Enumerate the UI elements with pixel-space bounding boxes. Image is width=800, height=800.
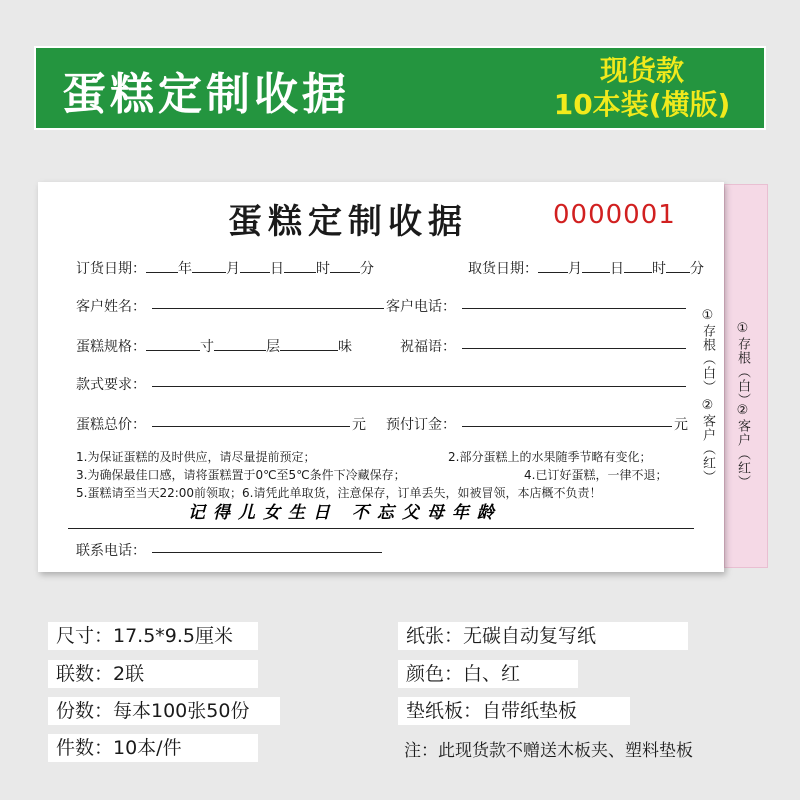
pickup-month-unit: 月 [568, 261, 582, 277]
month-unit: 月 [226, 261, 240, 277]
deposit-yuan: 元 [674, 417, 688, 433]
pickup-day-unit: 日 [610, 261, 624, 277]
flavor-unit: 味 [338, 339, 352, 355]
order-hour-blank[interactable] [284, 259, 316, 273]
contact-label: 联系电话： [76, 543, 146, 559]
spec-backing-board: 垫纸板：自带纸垫板 [398, 697, 630, 725]
pickup-hour-blank[interactable] [624, 259, 652, 273]
customer-phone-field[interactable] [462, 308, 686, 309]
total-label: 蛋糕总价： [76, 417, 146, 433]
note-1: 1.为保证蛋糕的及时供应，请尽量提前预定； [76, 450, 316, 464]
pickup-minute-blank[interactable] [666, 259, 690, 273]
pickup-date-row [468, 258, 704, 278]
banner-title: 蛋糕定制收据 [62, 69, 350, 120]
receipt-sheet [38, 182, 724, 572]
style-field[interactable] [152, 386, 686, 387]
note-2: 2.部分蛋糕上的水果随季节略有变化； [448, 450, 652, 464]
pickup-month-blank[interactable] [538, 259, 568, 273]
note-3: 3.为确保最佳口感，请将蛋糕置于0℃至5℃条件下冷藏保存； [76, 468, 406, 482]
spec-quantity: 件数：10本/件 [48, 734, 258, 762]
spec-paper: 纸张：无碳自动复写纸 [398, 622, 688, 650]
total-yuan: 元 [352, 417, 366, 433]
cake-spec-row [76, 336, 352, 356]
inch-unit: 寸 [200, 339, 214, 355]
copy2-label: ②客户（红） [700, 398, 715, 484]
pink-copy-sheet [724, 184, 768, 568]
pickup-hour-unit: 时 [652, 261, 666, 277]
customer-name-label: 客户姓名： [76, 299, 146, 315]
pickup-day-blank[interactable] [582, 259, 610, 273]
copy1-label: ①存根（白） [700, 308, 715, 394]
hour-unit: 时 [316, 261, 330, 277]
total-field[interactable] [152, 426, 350, 427]
note-4: 4.已订好蛋糕，一律不退； [524, 468, 668, 482]
customer-name-field[interactable] [152, 308, 384, 309]
order-date-label: 订货日期： [76, 261, 146, 277]
spec-colors: 颜色：白、红 [398, 660, 578, 688]
blessing-label: 祝福语： [400, 339, 456, 355]
slogan: 记得儿女生日 不忘父母年龄 [188, 503, 502, 523]
blessing-field[interactable] [462, 348, 686, 349]
receipt-title: 蛋糕定制收据 [228, 202, 468, 242]
note-5: 5.蛋糕请至当天22:00前领取；6.请凭此单取货，注意保存，订单丢失，如被冒领，本店概不负责！ [76, 486, 602, 500]
banner-tag-line2: 10本装(横版) [553, 88, 731, 121]
pickup-minute-unit: 分 [690, 261, 704, 277]
cake-spec-label: 蛋糕规格： [76, 339, 146, 355]
day-unit: 日 [270, 261, 284, 277]
receipt-number: 0000001 [553, 200, 676, 230]
inch-blank[interactable] [146, 337, 200, 351]
slogan-divider [68, 528, 694, 529]
title-banner [34, 46, 766, 130]
pink-copy2-label: ②客户（红） [735, 403, 750, 489]
minute-unit: 分 [360, 261, 374, 277]
spec-sets: 份数：每本100张50份 [48, 697, 280, 725]
order-date-row [76, 258, 374, 278]
year-unit: 年 [178, 261, 192, 277]
spec-note: 注：此现货款不赠送木板夹、塑料垫板 [404, 741, 693, 761]
pink-copy1-label: ①存根（白） [735, 321, 750, 407]
spec-parts: 联数：2联 [48, 660, 258, 688]
deposit-field[interactable] [462, 426, 672, 427]
banner-tag [542, 54, 742, 122]
order-day-blank[interactable] [240, 259, 270, 273]
order-minute-blank[interactable] [330, 259, 360, 273]
layer-unit: 层 [266, 339, 280, 355]
style-label: 款式要求： [76, 377, 146, 393]
flavor-blank[interactable] [280, 337, 338, 351]
layer-blank[interactable] [214, 337, 266, 351]
contact-field[interactable] [152, 552, 382, 553]
spec-size: 尺寸：17.5*9.5厘米 [48, 622, 258, 650]
order-year-blank[interactable] [146, 259, 178, 273]
customer-phone-label: 客户电话： [386, 299, 456, 315]
pickup-date-label: 取货日期： [468, 261, 538, 277]
order-month-blank[interactable] [192, 259, 226, 273]
deposit-label: 预付订金： [386, 417, 456, 433]
banner-tag-line1: 现货款 [599, 54, 684, 87]
